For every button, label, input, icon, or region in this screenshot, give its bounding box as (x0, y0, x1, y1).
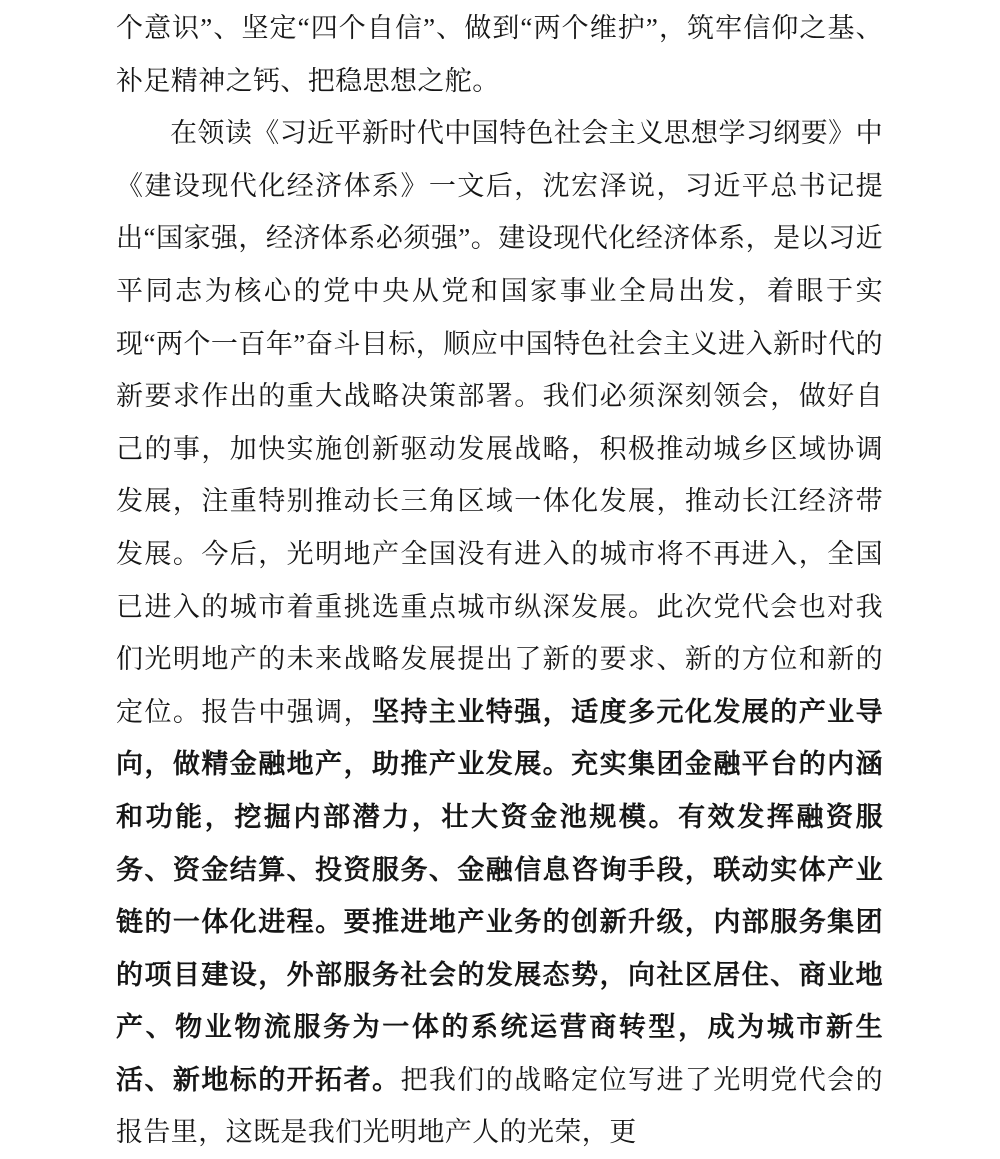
text-run: 在领读《习近平新时代中国特色社会主义思想学习纲要》中《建设现代化经济体系》一文后，沈宏泽说，习近平总书记提出“国家强，经济体系必须强”。建设现代化经济体系，是以习近平同志为核心的党中央从党和国家事业全局出发，着眼于实现“两个一百年”奋斗目标，顺应中国特色社会主义进入新时代的新要求作出的重大战略决策部署。我们必须深刻领会，做好自己的事，加快实施创新驱动发展战略，积极推动城乡区域协调发展，注重特别推动长三角区域一体化发展，推动长江经济带发展。今后，光明地产全国没有进入的城市将不再进入，全国已进入的城市着重挑选重点城市纵深发展。此次党代会也对我们光明地产的未来战略发展提出了新的要求、新的方位和新的定位。报告中强调， (116, 118, 883, 727)
paragraph (116, 2, 883, 107)
bold-text-run: 坚持主业特强，适度多元化发展的产业导向，做精金融地产，助推产业发展。充实集团金融平台的内涵和功能，挖掘内部潜力，壮大资金池规模。有效发挥融资服务、资金结算、投资服务、金融信息咨询手段，联动实体产业链的一体化进程。要推进地产业务的创新升级，内部服务集团的项目建设，外部服务社会的发展态势，向社区居住、商业地产、物业物流服务为一体的系统运营商转型，成为城市新生活、新地标的开拓者。 (116, 696, 883, 1095)
text-run: 把我们的战略定位写进了光明党代会的报告里，这既是我们光明地产人的光荣，更 (116, 1064, 883, 1148)
paragraph (116, 107, 883, 1159)
text-run: 个意识”、坚定“四个自信”、做到“两个维护”，筑牢信仰之基、补足精神之钙、把稳思想之舵。 (116, 13, 883, 96)
